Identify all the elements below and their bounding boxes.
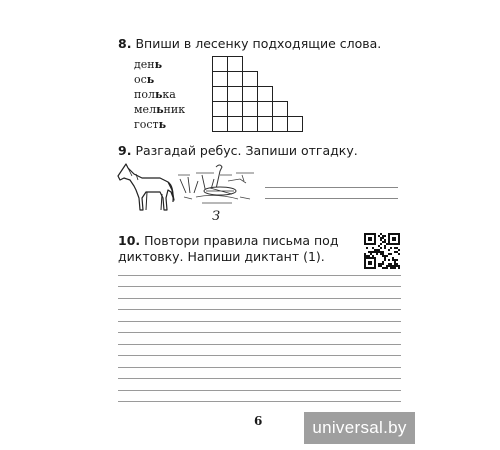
page-number: 6 [254,414,263,428]
task-8-title [118,36,381,52]
ladder-cell[interactable] [212,101,228,117]
ladder-cell[interactable] [287,116,303,132]
ladder-cell[interactable] [242,116,258,132]
ladder-cell[interactable] [212,86,228,102]
ladder-cell[interactable] [257,101,273,117]
writing-line[interactable] [118,355,401,356]
ladder-row [212,86,314,101]
task-10-number: 10. [118,233,141,248]
answer-line[interactable] [265,198,398,199]
writing-line[interactable] [118,401,401,402]
answer-line[interactable] [265,187,398,188]
horse-image [116,160,176,214]
writing-line[interactable] [118,321,401,322]
task-9-number: 9. [118,143,132,158]
ladder-cell[interactable] [227,101,243,117]
ladder-row [212,116,314,131]
writing-line[interactable] [118,344,401,345]
ladder-cell[interactable] [227,71,243,87]
writing-line[interactable] [118,367,401,368]
writing-line[interactable] [118,378,401,379]
writing-line[interactable] [118,309,401,310]
ladder-cell[interactable] [242,86,258,102]
ladder-cell[interactable] [227,86,243,102]
ladder-cell[interactable] [272,116,288,132]
word-item: гость [134,118,167,131]
writing-line[interactable] [118,275,401,276]
ladder-cell[interactable] [227,116,243,132]
writing-line[interactable] [118,286,401,287]
task-8-text: Впиши в лесенку подходящие слова. [135,36,382,51]
task-9-text: Разгадай ребус. Запиши отгадку. [135,143,358,158]
ladder-cell[interactable] [212,56,228,72]
ladder-cell[interactable] [272,101,288,117]
ladder-cell[interactable] [242,71,258,87]
ladder-cell[interactable] [212,116,228,132]
ladder-row [212,101,314,116]
duck-in-reeds-image [176,163,258,209]
task-9-title [118,143,358,159]
ladder-cell[interactable] [212,71,228,87]
ladder-row [212,71,314,86]
ladder-cell[interactable] [227,56,243,72]
word-ladder-grid [212,56,314,132]
writing-line[interactable] [118,332,401,333]
ladder-cell[interactable] [257,86,273,102]
word-list [134,57,185,132]
word-item: полька [134,88,176,101]
ladder-row [212,56,314,71]
qr-code[interactable] [364,233,400,269]
word-item: мельник [134,103,186,116]
word-item: день [134,58,163,71]
task-8-number: 8. [118,36,132,51]
watermark: universal.by [304,412,415,444]
writing-line[interactable] [118,390,401,391]
ladder-cell[interactable] [257,116,273,132]
task-10-title [118,233,363,265]
rebus-letter: З [212,209,221,224]
ladder-cell[interactable] [242,101,258,117]
task-10-text: Повтори правила письма под диктовку. Напиши диктант (1). [118,233,339,264]
word-item: ось [134,73,155,86]
writing-line[interactable] [118,298,401,299]
